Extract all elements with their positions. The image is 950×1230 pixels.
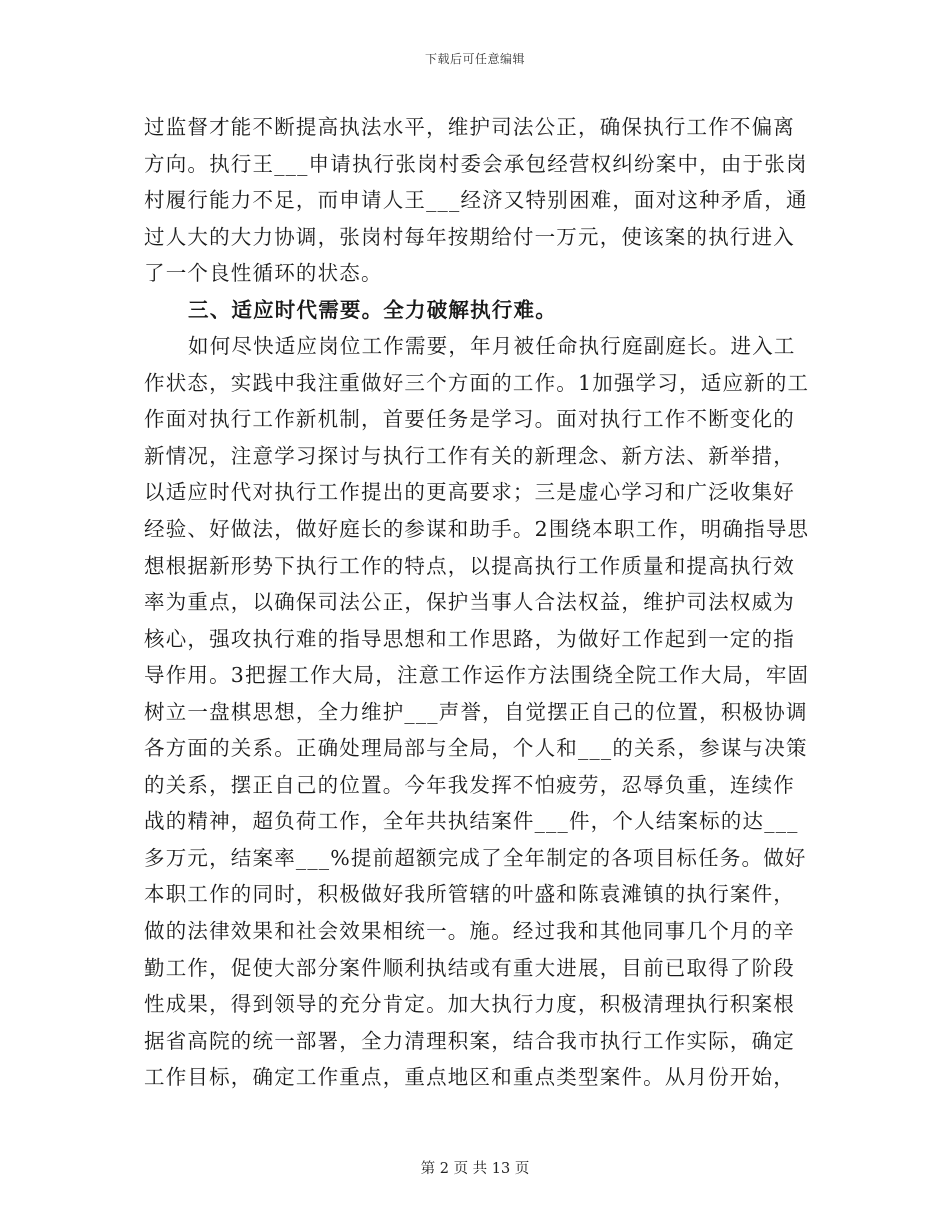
text-line: 新情况，注意学习探讨与执行工作有关的新理念、新方法、新举措， (144, 443, 795, 468)
text-line: 树立一盘棋思想，全力维护___声誉，自觉摆正自己的位置，积极协调 (144, 699, 808, 724)
text-line: 导作用。3把握工作大局，注意工作运作方法围绕全院工作大局，牢固 (144, 663, 810, 688)
text-line: 以适应时代对执行工作提出的更高要求；三是虚心学习和广泛收集好 (144, 480, 795, 505)
text-line: 经验、好做法，做好庭长的参谋和助手。2围绕本职工作，明确指导思 (144, 517, 810, 542)
text-line: 作面对执行工作新机制，首要任务是学习。面对执行工作不断变化的 (144, 407, 795, 432)
text-line: 村履行能力不足，而申请人王___经济又特别困难，面对这种矛盾，通 (144, 188, 808, 213)
document-body (144, 109, 808, 1096)
text-line: 了一个良性循环的状态。 (144, 261, 383, 286)
text-line: 过人大的大力协调，张岗村每年按期给付一万元，使该案的执行进入 (144, 224, 795, 249)
text-line: 勤工作，促使大部分案件顺利执结或有重大进展，目前已取得了阶段 (144, 955, 795, 980)
text-line: 性成果，得到领导的充分肯定。加大执行力度，积极清理执行积案根 (144, 992, 795, 1017)
text-line: 过监督才能不断提高执法水平，维护司法公正，确保执行工作不偏离 (144, 115, 795, 139)
text-line: 各方面的关系。正确处理局部与全局，个人和___的关系，参谋与决策 (144, 736, 808, 761)
page-footer: 第 2 页 共 13 页 (420, 1161, 530, 1177)
text-line: 作状态，实践中我注重做好三个方面的工作。1加强学习，适应新的工 (144, 370, 810, 395)
text-line: 核心，强攻执行难的指导思想和工作思路，为做好工作起到一定的指 (144, 626, 795, 651)
text-line: 如何尽快适应岗位工作需要，年月被任命执行庭副庭长。进入工 (188, 334, 796, 359)
text-line: 想根据新形势下执行工作的特点，以提高执行工作质量和提高执行效 (144, 553, 795, 578)
text-line: 的关系，摆正自己的位置。今年我发挥不怕疲劳，忍辱负重，连续作 (144, 772, 795, 797)
text-line: 战的精神，超负荷工作，全年共执结案件___件，个人结案标的达___ (144, 809, 799, 834)
text-line: 率为重点，以确保司法公正，保护当事人合法权益，维护司法权威为 (144, 590, 795, 615)
text-line: 多万元，结案率___%提前超额完成了全年制定的各项目标任务。做好 (144, 845, 807, 870)
text-line: 做的法律效果和社会效果相统一。施。经过我和其他同事几个月的辛 (144, 919, 795, 944)
text-line: 本职工作的同时，积极做好我所管辖的叶盛和陈袁滩镇的执行案件， (144, 882, 795, 907)
text-line: 据省高院的统一部署，全力清理积案，结合我市执行工作实际，确定 (144, 1028, 795, 1053)
page-header: 下载后可任意编辑 (424, 52, 525, 66)
text-line: 工作目标，确定工作重点，重点地区和重点类型案件。从月份开始， (144, 1065, 795, 1090)
text-line: 方向。执行王___申请执行张岗村委会承包经营权纠纷案中，由于张岗 (144, 151, 808, 176)
section-heading: 三、适应时代需要。全力破解执行难。 (188, 297, 557, 322)
